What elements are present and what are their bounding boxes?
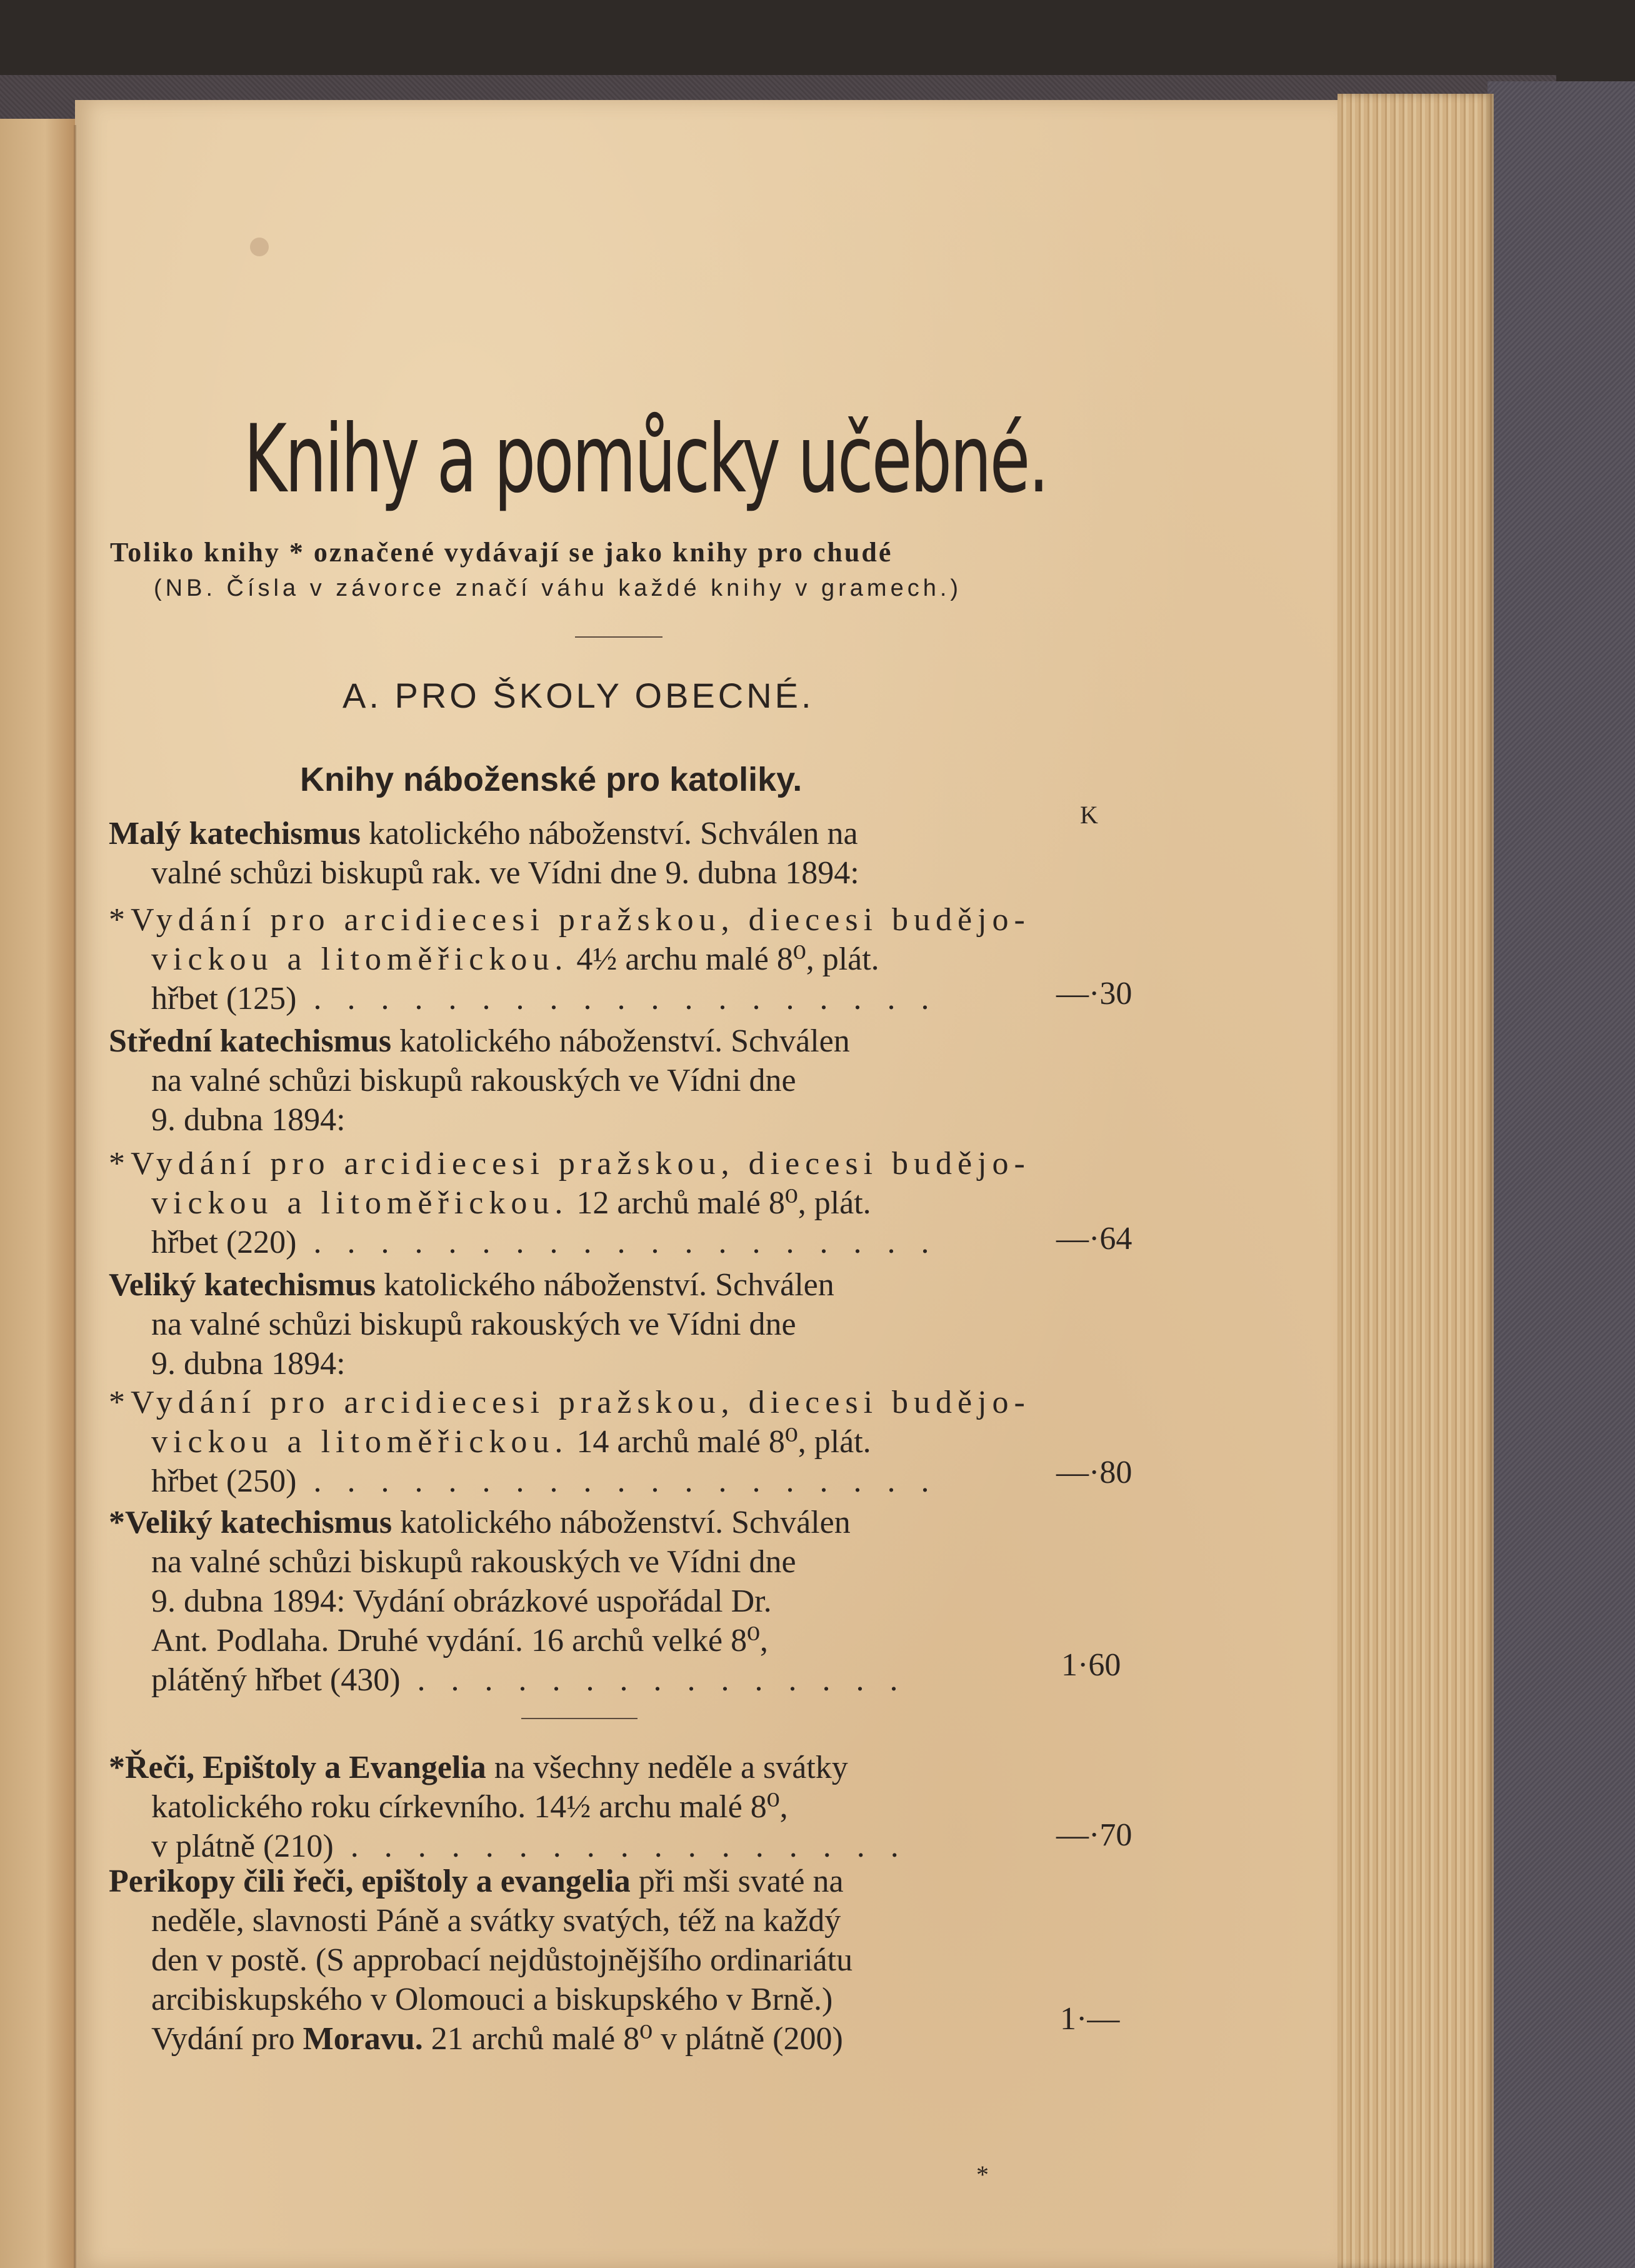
entry-text: 9. dubna 1894: xyxy=(151,1346,346,1382)
entry-text: katolického roku církevního. 14½ archu malé 8⁰, xyxy=(151,1789,788,1825)
entry-text: Ant. Podlaha. Druhé vydání. 16 archů velké 8⁰, xyxy=(151,1623,768,1658)
leader-dots: . . . . . . . . . . . . . . . xyxy=(400,1662,907,1698)
page-stack-edges xyxy=(1338,94,1494,2268)
entry-text: valné schůzi biskupů rak. ve Vídni dne 9. dubna 1894: xyxy=(151,855,859,891)
book-cover-right xyxy=(1488,81,1635,2268)
entry-text: plátěný hřbet (430) xyxy=(151,1662,401,1698)
catalog-entry xyxy=(109,1503,1028,1700)
entry-text: arcibiskupského v Olomouci a biskupského v Brně.) xyxy=(151,1982,833,2017)
catalog-entry xyxy=(109,814,1028,893)
price: —·70 xyxy=(1056,1817,1132,1853)
leader-dots: . . . . . . . . . . . . . . . . . . . xyxy=(296,1225,938,1260)
entry-text: katolického náboženství. Schválen xyxy=(391,1023,850,1059)
leader-dots: . . . . . . . . . . . . . . . . . . . xyxy=(296,981,938,1016)
entry-title: Veliký katechismus xyxy=(109,1267,376,1303)
entry-text: 9. dubna 1894: Vydání obrázkové uspořádal Dr. xyxy=(151,1583,772,1619)
entry-text: 9. dubna 1894: xyxy=(151,1102,346,1138)
entry-text: 21 archů malé 8⁰ v plátně (200) xyxy=(422,2021,843,2057)
entry-text: katolického náboženství. Schválen na xyxy=(361,816,858,851)
entry-text: neděle, slavnosti Páně a svátky svatých, též na každý xyxy=(151,1903,841,1939)
catalog-entry xyxy=(109,1383,1031,1501)
footer-mark: * xyxy=(976,2160,989,2189)
catalog-entry xyxy=(109,1748,1028,1866)
price: —·30 xyxy=(1056,976,1132,1011)
entry-text: vickou a litoměřickou. xyxy=(151,1185,569,1221)
entry-text: Moravu. xyxy=(302,2021,423,2057)
subtitle-line-2: (NB. Čísla v závorce značí váhu každé knihy v gramech.) xyxy=(154,575,962,601)
entry-text: vickou a litoměřickou. xyxy=(151,1424,569,1460)
entry-text: v plátně (210) xyxy=(151,1829,334,1864)
entry-text: vickou a litoměřickou. xyxy=(151,941,569,977)
leader-dots: . . . . . . . . . . . . . . . . . . . xyxy=(296,1463,938,1499)
divider xyxy=(521,1718,638,1719)
entry-text: 12 archů malé 8⁰, plát. xyxy=(568,1185,871,1221)
page-title: Knihy a pomůcky učebné. xyxy=(244,405,1048,514)
catalog-entry xyxy=(109,1021,1028,1140)
price: —·80 xyxy=(1056,1455,1132,1490)
left-page-edge xyxy=(0,119,75,2268)
currency-label: K xyxy=(1080,801,1098,829)
entry-text: na valné schůzi biskupů rakouských ve Vídni dne xyxy=(151,1544,796,1580)
price: 1·60 xyxy=(1061,1647,1121,1683)
entry-text: Vydání pro xyxy=(151,2021,303,2057)
divider xyxy=(575,636,662,638)
catalog-entry xyxy=(109,900,1031,1018)
subsection-heading: Knihy náboženské pro katoliky. xyxy=(300,761,802,798)
entry-text: katolického náboženství. Schválen xyxy=(376,1267,834,1303)
entry-title: *Veliký katechismus xyxy=(109,1505,392,1540)
catalog-entry xyxy=(109,1862,1028,2059)
leader-dots: . . . . . . . . . . . . . . . . . xyxy=(333,1829,908,1864)
subtitle-line-1: Toliko knihy * označené vydávají se jako knihy pro chudé xyxy=(110,537,893,568)
entry-text: hřbet (250) xyxy=(151,1463,297,1499)
gutter xyxy=(74,125,76,2268)
entry-text: hřbet (125) xyxy=(151,981,297,1016)
entry-text: na všechny neděle a svátky xyxy=(486,1750,848,1785)
price: —·64 xyxy=(1056,1221,1132,1257)
entry-text: 14 archů malé 8⁰, plát. xyxy=(568,1424,871,1460)
entry-text: *Vydání pro arcidiecesi pražskou, diecesi budějo- xyxy=(109,1146,1031,1182)
entry-title: Malý katechismus xyxy=(109,816,361,851)
entry-text: hřbet (220) xyxy=(151,1225,297,1260)
entry-text: na valné schůzi biskupů rakouských ve Vídni dne xyxy=(151,1063,796,1098)
section-heading: A. PRO ŠKOLY OBECNÉ. xyxy=(342,676,814,715)
entry-text: *Vydání pro arcidiecesi pražskou, diecesi budějo- xyxy=(109,1385,1031,1420)
entry-text: 4½ archu malé 8⁰, plát. xyxy=(568,941,879,977)
catalog-entry xyxy=(109,1265,1028,1383)
entry-text: při mši svaté na xyxy=(630,1864,844,1899)
entry-text: katolického náboženství. Schválen xyxy=(392,1505,851,1540)
entry-title: *Řeči, Epištoly a Evangelia xyxy=(109,1750,486,1785)
entry-text: na valné schůzi biskupů rakouských ve Vídni dne xyxy=(151,1307,796,1342)
paper-stain xyxy=(250,238,269,256)
entry-text: *Vydání pro arcidiecesi pražskou, diecesi budějo- xyxy=(109,902,1031,938)
entry-title: Střední katechismus xyxy=(109,1023,392,1059)
entry-title: Perikopy čili řeči, epištoly a evangelia xyxy=(109,1864,631,1899)
catalog-entry xyxy=(109,1144,1031,1262)
entry-text: den v postě. (S approbací nejdůstojnějšího ordinariátu xyxy=(151,1942,853,1978)
price: 1·— xyxy=(1060,2001,1120,2037)
